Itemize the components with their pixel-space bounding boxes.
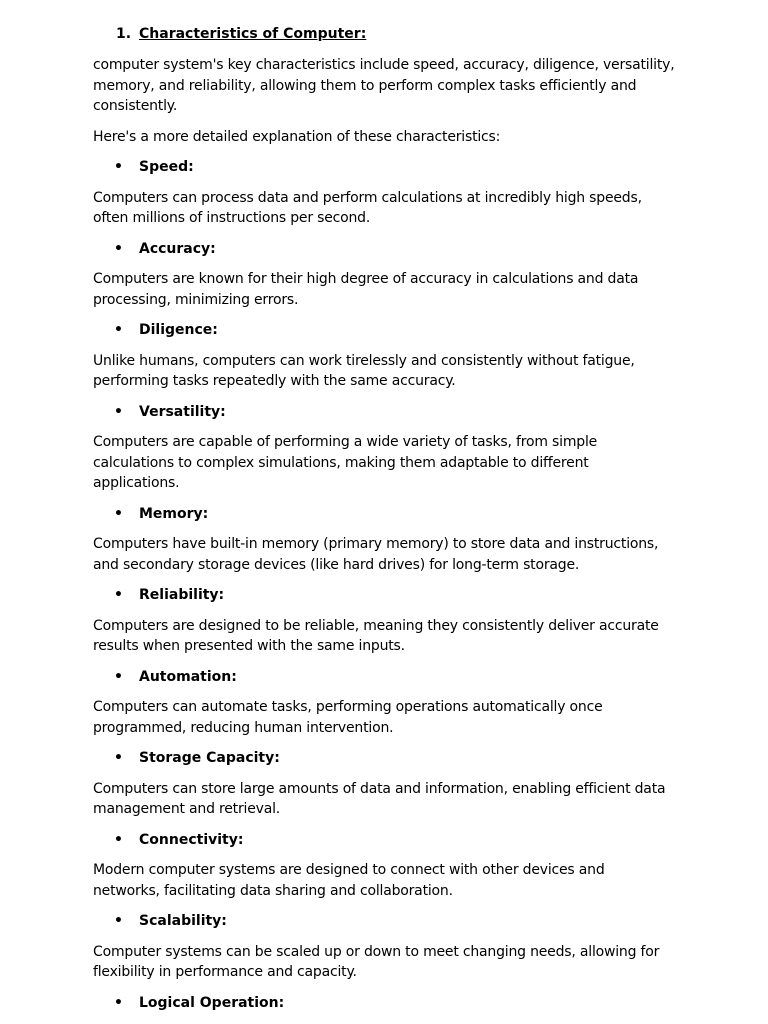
bullet-memory <box>93 504 675 524</box>
bullet-label: Accuracy: <box>139 240 216 257</box>
bullet-dot: • <box>114 913 123 929</box>
bullet-dot: • <box>114 505 123 522</box>
paragraph-storage-capacity: Computers can store large amounts of data and information, enabling efficient data management and retrieval. <box>93 780 666 817</box>
bullet-automation <box>93 667 675 687</box>
bullet-dot: • <box>114 831 123 848</box>
paragraph-scalability: Computer systems can be scaled up or down to meet changing needs, allowing for flexibility in performance and capacity. <box>93 943 660 980</box>
bullet-dot: • <box>114 587 123 603</box>
bullet-label: Memory: <box>139 505 209 522</box>
bullet-dot: • <box>114 750 123 766</box>
bullet-label: Logical Operation: <box>139 994 285 1011</box>
bullet-storage-capacity <box>93 748 675 768</box>
bullet-label: Scalability: <box>139 913 227 929</box>
intro-paragraph: computer system's key characteristics include speed, accuracy, diligence, versatility, memory, and reliability, allowing them to perform complex tasks efficiently and consistently. <box>93 57 675 114</box>
bullet-label: Connectivity: <box>139 831 244 848</box>
bullet-speed <box>93 157 675 177</box>
bullet-dot: • <box>114 240 123 257</box>
bullet-dot: • <box>114 668 123 685</box>
bullet-diligence <box>93 320 675 340</box>
bullet-dot: • <box>114 994 123 1011</box>
bullet-label: Speed: <box>139 159 194 175</box>
bullet-dot: • <box>114 322 123 338</box>
paragraph-versatility: Computers are capable of performing a wide variety of tasks, from simple calculations to complex simulations, making them adaptable to different applications. <box>93 434 598 491</box>
lead-paragraph: Here's a more detailed explanation of these characteristics: <box>93 128 501 145</box>
bullet-logical-operation <box>93 993 675 1013</box>
paragraph-reliability: Computers are designed to be reliable, meaning they consistently deliver accurate results when presented with the same inputs. <box>93 617 659 654</box>
bullet-label: Automation: <box>139 668 237 685</box>
paragraph-accuracy: Computers are known for their high degree of accuracy in calculations and data processing, minimizing errors. <box>93 271 639 308</box>
bullet-versatility <box>93 402 675 422</box>
bullet-label: Diligence: <box>139 322 218 338</box>
bullet-connectivity <box>93 830 675 850</box>
bullet-label: Versatility: <box>139 403 226 420</box>
heading-title: Characteristics of Computer: <box>139 26 367 42</box>
paragraph-automation: Computers can automate tasks, performing operations automatically once programmed, reducing human intervention. <box>93 699 603 736</box>
bullet-scalability <box>93 911 675 931</box>
paragraph-diligence: Unlike humans, computers can work tirelessly and consistently without fatigue, performing tasks repeatedly with the same accuracy. <box>93 352 635 389</box>
bullet-reliability <box>93 585 675 605</box>
heading-number: 1. <box>116 26 132 42</box>
document-page <box>93 24 675 1023</box>
section-heading <box>93 24 675 44</box>
paragraph-connectivity: Modern computer systems are designed to connect with other devices and networks, facilitating data sharing and collaboration. <box>93 862 605 899</box>
bullet-dot: • <box>114 403 123 420</box>
paragraph-memory: Computers have built-in memory (primary memory) to store data and instructions, and secondary storage devices (like hard drives) for long-term storage. <box>93 536 659 573</box>
bullet-accuracy <box>93 239 675 259</box>
bullet-label: Reliability: <box>139 587 225 603</box>
bullet-label: Storage Capacity: <box>139 750 280 766</box>
paragraph-speed: Computers can process data and perform calculations at incredibly high speeds, often millions of instructions per second. <box>93 189 642 226</box>
bullet-dot: • <box>114 159 123 175</box>
